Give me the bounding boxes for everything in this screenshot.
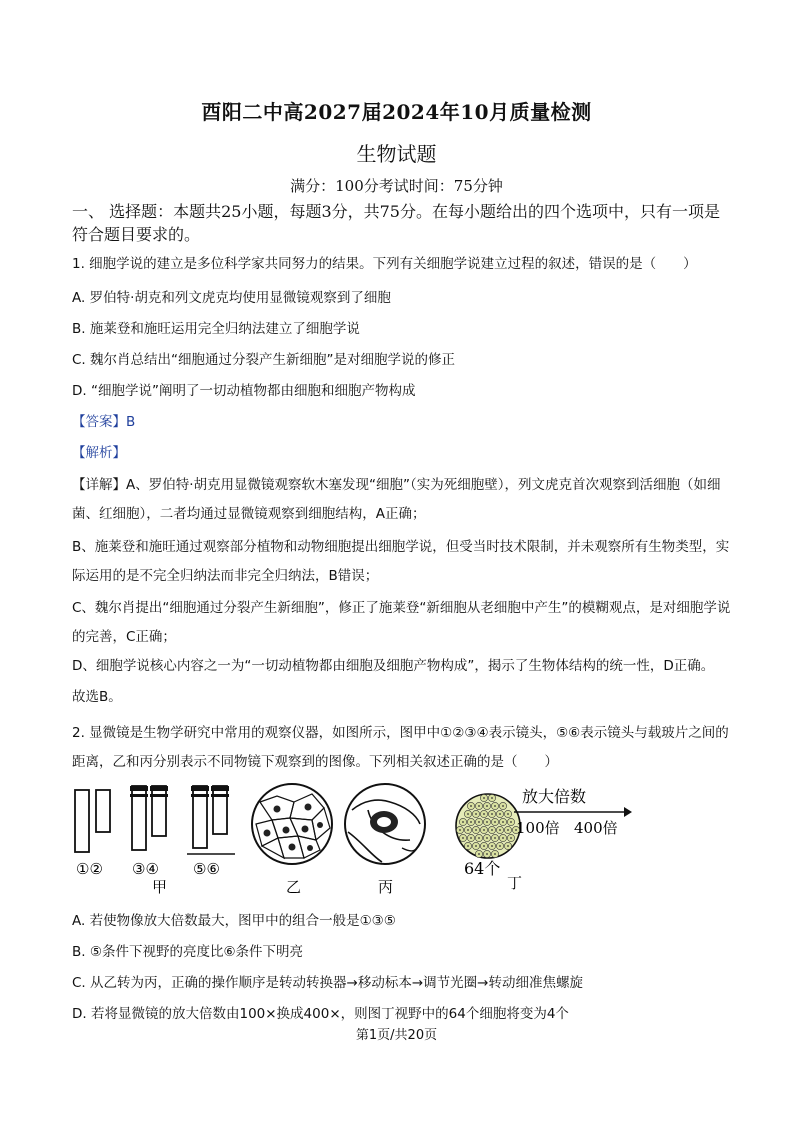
- lens-label-5-6: ⑤⑥: [193, 860, 220, 878]
- ding-cell-nucleus: [502, 821, 504, 823]
- ding-cell-nucleus: [491, 797, 493, 799]
- q1-analysis-d: D、细胞学说核心内容之一为“一切动植物都由细胞及细胞产物构成”，揭示了生物体结构的统一性，D正确。: [72, 658, 715, 674]
- q2-option-a: A. 若使物像放大倍数最大，图甲中的组合一般是①③⑤: [72, 913, 396, 929]
- ding-cell-nucleus: [467, 813, 469, 815]
- q1-analysis-b: B、施莱登和施旺通过观察部分植物和动物细胞提出细胞学说，但受当时技术限制，并未观察所有生物类型，实际运用的是不完全归纳法而非完全归纳法，B错误；: [72, 539, 730, 584]
- q1-option-b: B. 施莱登和施旺运用完全归纳法建立了细胞学说: [72, 321, 360, 337]
- ding-cell-nucleus: [491, 813, 493, 815]
- q1-option-c: C. 魏尔肖总结出“细胞通过分裂产生新细胞”是对细胞学说的修正: [72, 352, 455, 368]
- objective-lenses-3-4: [130, 786, 168, 850]
- ding-cell-nucleus: [478, 837, 480, 839]
- ding-cell-nucleus: [470, 821, 472, 823]
- ding-cell-nucleus: [478, 805, 480, 807]
- objective-slide-distance: [187, 786, 235, 854]
- ding-cell-nucleus: [507, 845, 509, 847]
- magnification-high: 400倍: [574, 819, 618, 837]
- ding-cell-nucleus: [499, 829, 501, 831]
- ding-cell-nucleus: [475, 845, 477, 847]
- view-yi: [252, 784, 332, 864]
- ding-cell-nucleus: [494, 837, 496, 839]
- exam-meta: 满分：100分考试时间：75分钟: [290, 177, 503, 195]
- view-bing: [345, 784, 425, 864]
- view-ding: [456, 794, 520, 858]
- cell-count-label: 64个: [464, 859, 501, 878]
- microscope-figure: [72, 780, 632, 895]
- ding-cell-nucleus: [502, 805, 504, 807]
- ding-cell-nucleus: [491, 845, 493, 847]
- q1-option-d: D. “细胞学说”阐明了一切动植物都由细胞和细胞产物构成: [72, 383, 416, 399]
- ding-cell-nucleus: [478, 821, 480, 823]
- ding-cell-nucleus: [483, 845, 485, 847]
- ding-cell-nucleus: [467, 845, 469, 847]
- q2-option-d: D. 若将显微镜的放大倍数由100×换成400×，则图丁视野中的64个细胞将变为4个: [72, 1006, 569, 1022]
- ding-cell-nucleus: [491, 829, 493, 831]
- ding-cell-nucleus: [494, 853, 496, 855]
- q1-analysis-label: 【解析】: [72, 445, 126, 461]
- figure-label-jia: 甲: [152, 878, 168, 895]
- ding-cell-nucleus: [462, 837, 464, 839]
- magnification-arrow-label: 放大倍数: [522, 787, 587, 806]
- lens-label-3-4: ③④: [132, 860, 159, 878]
- ding-cell-nucleus: [507, 829, 509, 831]
- ding-cell-nucleus: [483, 797, 485, 799]
- lens-label-1-2: ①②: [76, 860, 103, 878]
- ding-cell-nucleus: [470, 805, 472, 807]
- q1-option-a: A. 罗伯特·胡克和列文虎克均使用显微镜观察到了细胞: [72, 290, 391, 306]
- q1-stem: 1. 细胞学说的建立是多位科学家共同努力的结果。下列有关细胞学说建立过程的叙述，错误的是（ ）: [72, 256, 697, 272]
- ding-cell-nucleus: [499, 845, 501, 847]
- ding-cell-nucleus: [486, 805, 488, 807]
- ding-cell-nucleus: [478, 853, 480, 855]
- ding-cell-nucleus: [475, 829, 477, 831]
- ding-cell-nucleus: [486, 837, 488, 839]
- figure-label-ding: 丁: [507, 874, 523, 892]
- q2-option-b: B. ⑤条件下视野的亮度比⑥条件下明亮: [72, 944, 304, 960]
- q1-conclusion: 故选B。: [72, 689, 122, 705]
- ding-cell-nucleus: [483, 813, 485, 815]
- ding-cell-nucleus: [459, 829, 461, 831]
- ding-cell-nucleus: [486, 821, 488, 823]
- ding-cell-nucleus: [507, 813, 509, 815]
- magnification-low: 100倍: [516, 819, 560, 837]
- ding-cell-nucleus: [494, 821, 496, 823]
- q1-analysis-a: 【详解】A、罗伯特·胡克用显微镜观察软木塞发现“细胞”（实为死细胞壁），列文虎克首次观察到活细胞（如细菌、红细胞），二者均通过显微镜观察到细胞结构，A正确；: [72, 477, 721, 522]
- q1-answer: 【答案】B: [72, 414, 136, 430]
- ding-cell-nucleus: [510, 821, 512, 823]
- ding-cell-nucleus: [470, 837, 472, 839]
- exam-subject: 生物试题: [356, 142, 437, 166]
- q1-analysis-c: C、魏尔肖提出“细胞通过分裂产生新细胞”，修正了施莱登“新细胞从老细胞中产生”的模糊观点，是对细胞学说的完善，C正确；: [72, 600, 731, 645]
- ding-cell-nucleus: [467, 829, 469, 831]
- figure-label-bing: 丙: [378, 878, 394, 895]
- ding-cell-nucleus: [462, 821, 464, 823]
- exam-title: 酉阳二中高2027届2024年10月质量检测: [201, 100, 592, 124]
- ding-cell-nucleus: [494, 805, 496, 807]
- page-footer: 第1页/共20页: [355, 1028, 438, 1043]
- ding-cell-nucleus: [510, 837, 512, 839]
- eyepiece-lenses: [75, 790, 110, 852]
- q2-stem: 2. 显微镜是生物学研究中常用的观察仪器，如图所示，图甲中①②③④表示镜头，⑤⑥表示镜头与载玻片之间的距离，乙和丙分别表示不同物镜下观察到的图像。下列相关叙述正确的是（ ）: [72, 725, 729, 770]
- section-heading: 一、 选择题：本题共25小题，每题3分，共75分。在每小题给出的四个选项中，只有一项是符合题目要求的。: [72, 202, 720, 244]
- arrow-head: [624, 807, 632, 817]
- ding-cell-nucleus: [502, 837, 504, 839]
- ding-cell-nucleus: [475, 813, 477, 815]
- figure-label-yi: 乙: [286, 878, 302, 895]
- q2-option-c: C. 从乙转为丙，正确的操作顺序是转动转换器→移动标本→调节光圈→转动细准焦螺旋: [72, 975, 583, 991]
- ding-cell-nucleus: [499, 813, 501, 815]
- ding-cell-nucleus: [483, 829, 485, 831]
- ding-cell-nucleus: [486, 853, 488, 855]
